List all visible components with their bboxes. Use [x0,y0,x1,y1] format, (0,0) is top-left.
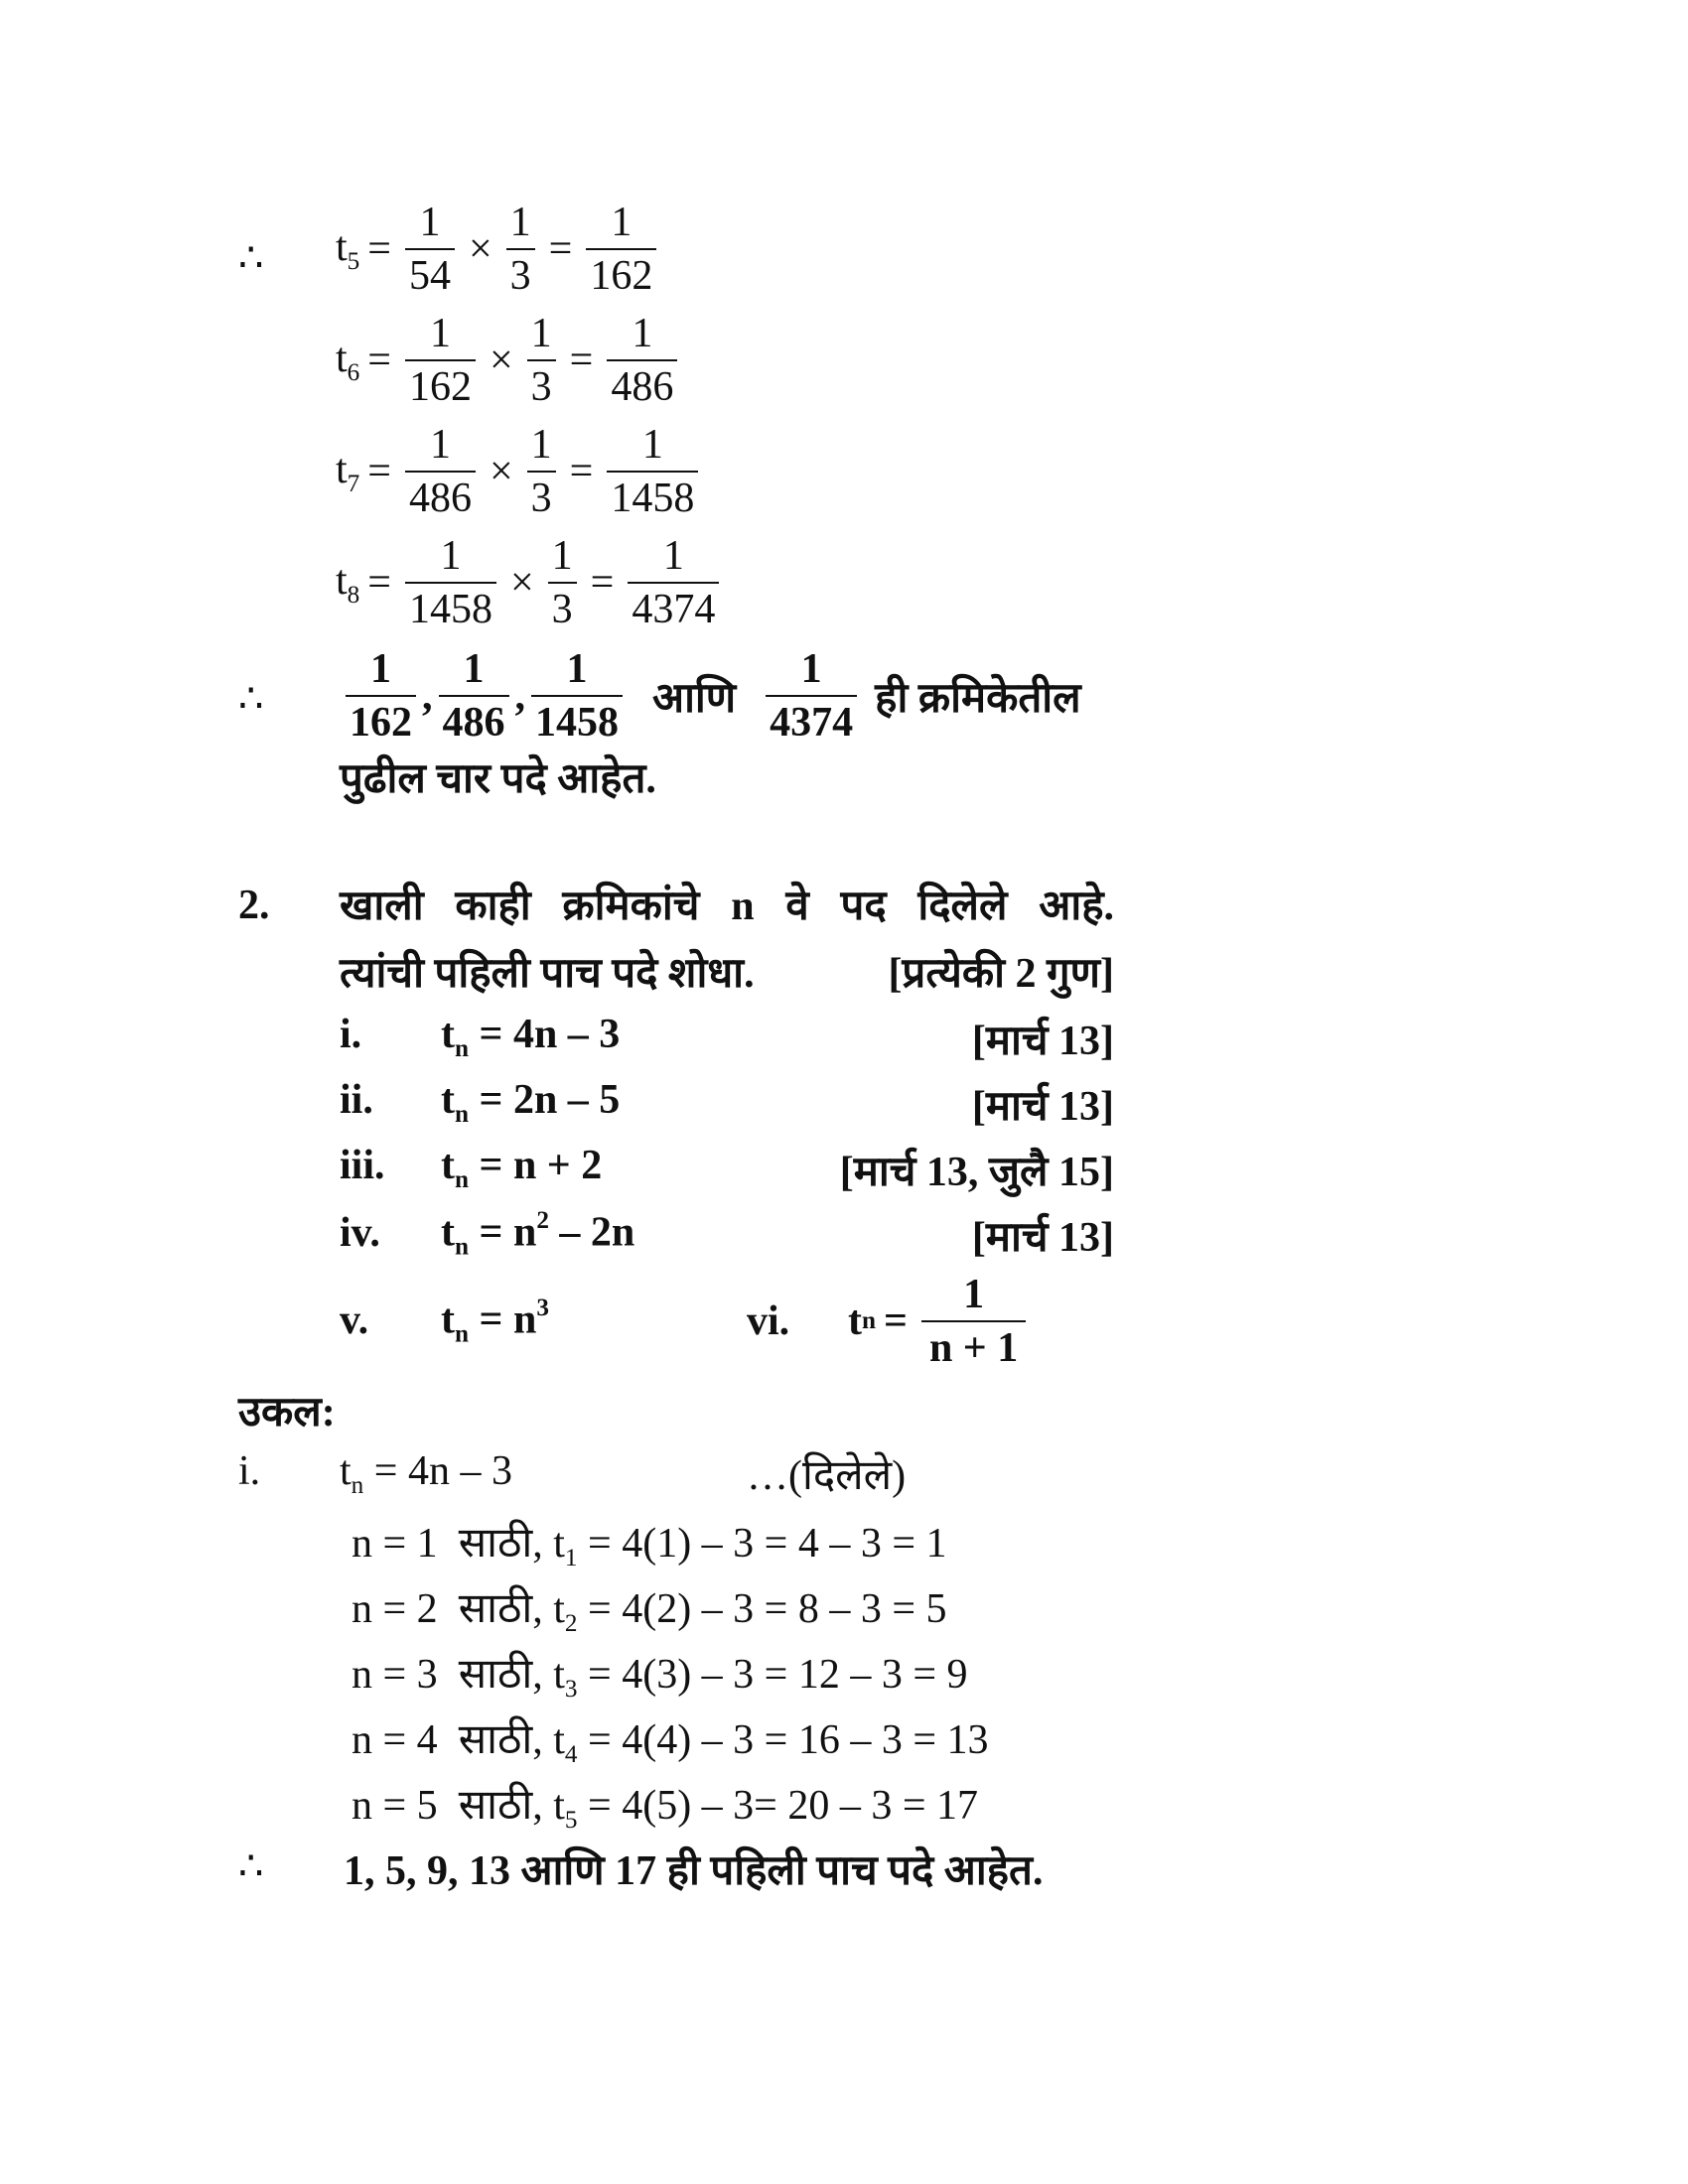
fraction: $\frac{1}{1458}$ [531,645,623,748]
solution-step: n = 3 साठी, $t_3 = 4(3) - 3 = 12 - 3 = 9$ [352,1652,968,1703]
equals-sign: = [367,449,391,495]
question-item: ii. $t_n = 2n - 5$ [340,1077,621,1128]
solution-step: n = 2 साठी, $t_2 = 4(2) - 3 = 8 - 3 = 5$ [352,1586,947,1637]
conclusion-line-2: पुढील चार पदे आहेत. [340,756,656,802]
times-sign: × [468,226,492,273]
series-line-t6 [336,310,683,412]
fraction: $\frac{1}{n + 1}$ [921,1271,1026,1373]
item-reference: [मार्च 13] [971,1084,1114,1130]
fraction: $\frac{1}{3}$ [548,532,577,634]
conclusion-fractions [340,645,1081,748]
equals-sign: = [367,226,391,273]
fraction: $\frac{1}{4374}$ [766,645,857,748]
solution-heading: उकल: [238,1390,336,1435]
therefore-symbol: ∴ [238,1843,264,1888]
item-label: vi. [747,1298,790,1345]
question-item: i. $t_n = 4n - 3$ [340,1012,621,1062]
equals-sign: = [367,338,391,384]
times-sign: × [489,449,513,495]
fraction: $\frac{1}{4374}$ [628,532,719,634]
marks-label: [प्रत्येकी 2 गुण] [888,951,1114,997]
term-label: $t_7$ [336,446,360,497]
question-item: iv. $t_n = n^2 - 2n$ [340,1207,635,1261]
fraction: $\frac{1}{1458}$ [607,421,698,523]
solution-step: n = 4 साठी, $t_4 = 4(4) - 3 = 16 - 3 = 13$ [352,1717,989,1768]
therefore-symbol: ∴ [238,676,264,721]
item-label: v. [340,1297,369,1343]
solution-part-label: i. [238,1448,261,1494]
series-line-t5 [336,199,662,301]
times-sign: × [489,338,513,384]
fraction: $\frac{1}{1458}$ [405,532,496,634]
fraction: $\frac{1}{162}$ [346,645,416,748]
fraction: $\frac{1}{54}$ [405,199,455,301]
comma: , [422,673,433,720]
equals-sign: = [548,226,573,273]
therefore-symbol: ∴ [238,235,264,280]
item-reference: [मार्च 13, जुलै 15] [839,1150,1114,1195]
question-item: v. $t_n = n^3$ [340,1295,549,1348]
given-note: …(दिलेले) [747,1453,907,1499]
question-line-2: त्यांची पहिली पाच पदे शोधा. [340,951,755,997]
series-line-t8 [336,532,725,634]
given-equation: $t_n = 4n - 3$ [340,1448,512,1499]
fraction: $\frac{1}{3}$ [527,421,556,523]
item-reference: [मार्च 13] [971,1019,1114,1064]
fraction: $\frac{1}{486}$ [439,645,509,748]
item-label: ii. [340,1077,373,1123]
fraction: $\frac{1}{3}$ [506,199,535,301]
fraction: $\frac{1}{486}$ [607,310,677,412]
equals-sign: = [590,560,615,607]
solution-step: n = 5 साठी, $t_5 = 4(5) - 3= 20 - 3 = 17$ [352,1783,979,1834]
times-sign: × [509,560,534,607]
fraction: $\frac{1}{486}$ [405,421,476,523]
term-label: $t_6$ [336,335,360,386]
solution-step: n = 1 साठी, $t_1 = 4(1) - 3 = 4 - 3 = 1$ [352,1521,947,1571]
conjunction: आणि [652,675,737,722]
comma: , [514,673,525,720]
series-line-t7 [336,421,704,523]
term-label: $t_5$ [336,223,360,275]
conclusion-tail: ही क्रमिकेतील [875,675,1081,722]
term-label: $t_8$ [336,557,360,609]
question-number: 2. [238,883,270,928]
item-label: i. [340,1012,362,1057]
item-label: iv. [340,1209,380,1256]
fraction: $\frac{1}{162}$ [405,310,476,412]
fraction: $\frac{1}{162}$ [586,199,656,301]
item-label: iii. [340,1143,385,1188]
equals-sign: = [367,560,391,607]
fraction: $\frac{1}{3}$ [527,310,556,412]
question-item: iii. $t_n = n + 2$ [340,1143,603,1193]
question-item: vi. t n = $\frac{1}{n + 1}$ [747,1271,1032,1373]
equals-sign: = [569,449,594,495]
question-line-1: खाली काही क्रमिकांचे n वे पद दिलेले आहे. [340,884,1114,929]
item-reference: [मार्च 13] [971,1215,1114,1261]
solution-conclusion: 1, 5, 9, 13 आणि 17 ही पहिली पाच पदे आहेत. [344,1848,1044,1894]
equals-sign: = [569,338,594,384]
